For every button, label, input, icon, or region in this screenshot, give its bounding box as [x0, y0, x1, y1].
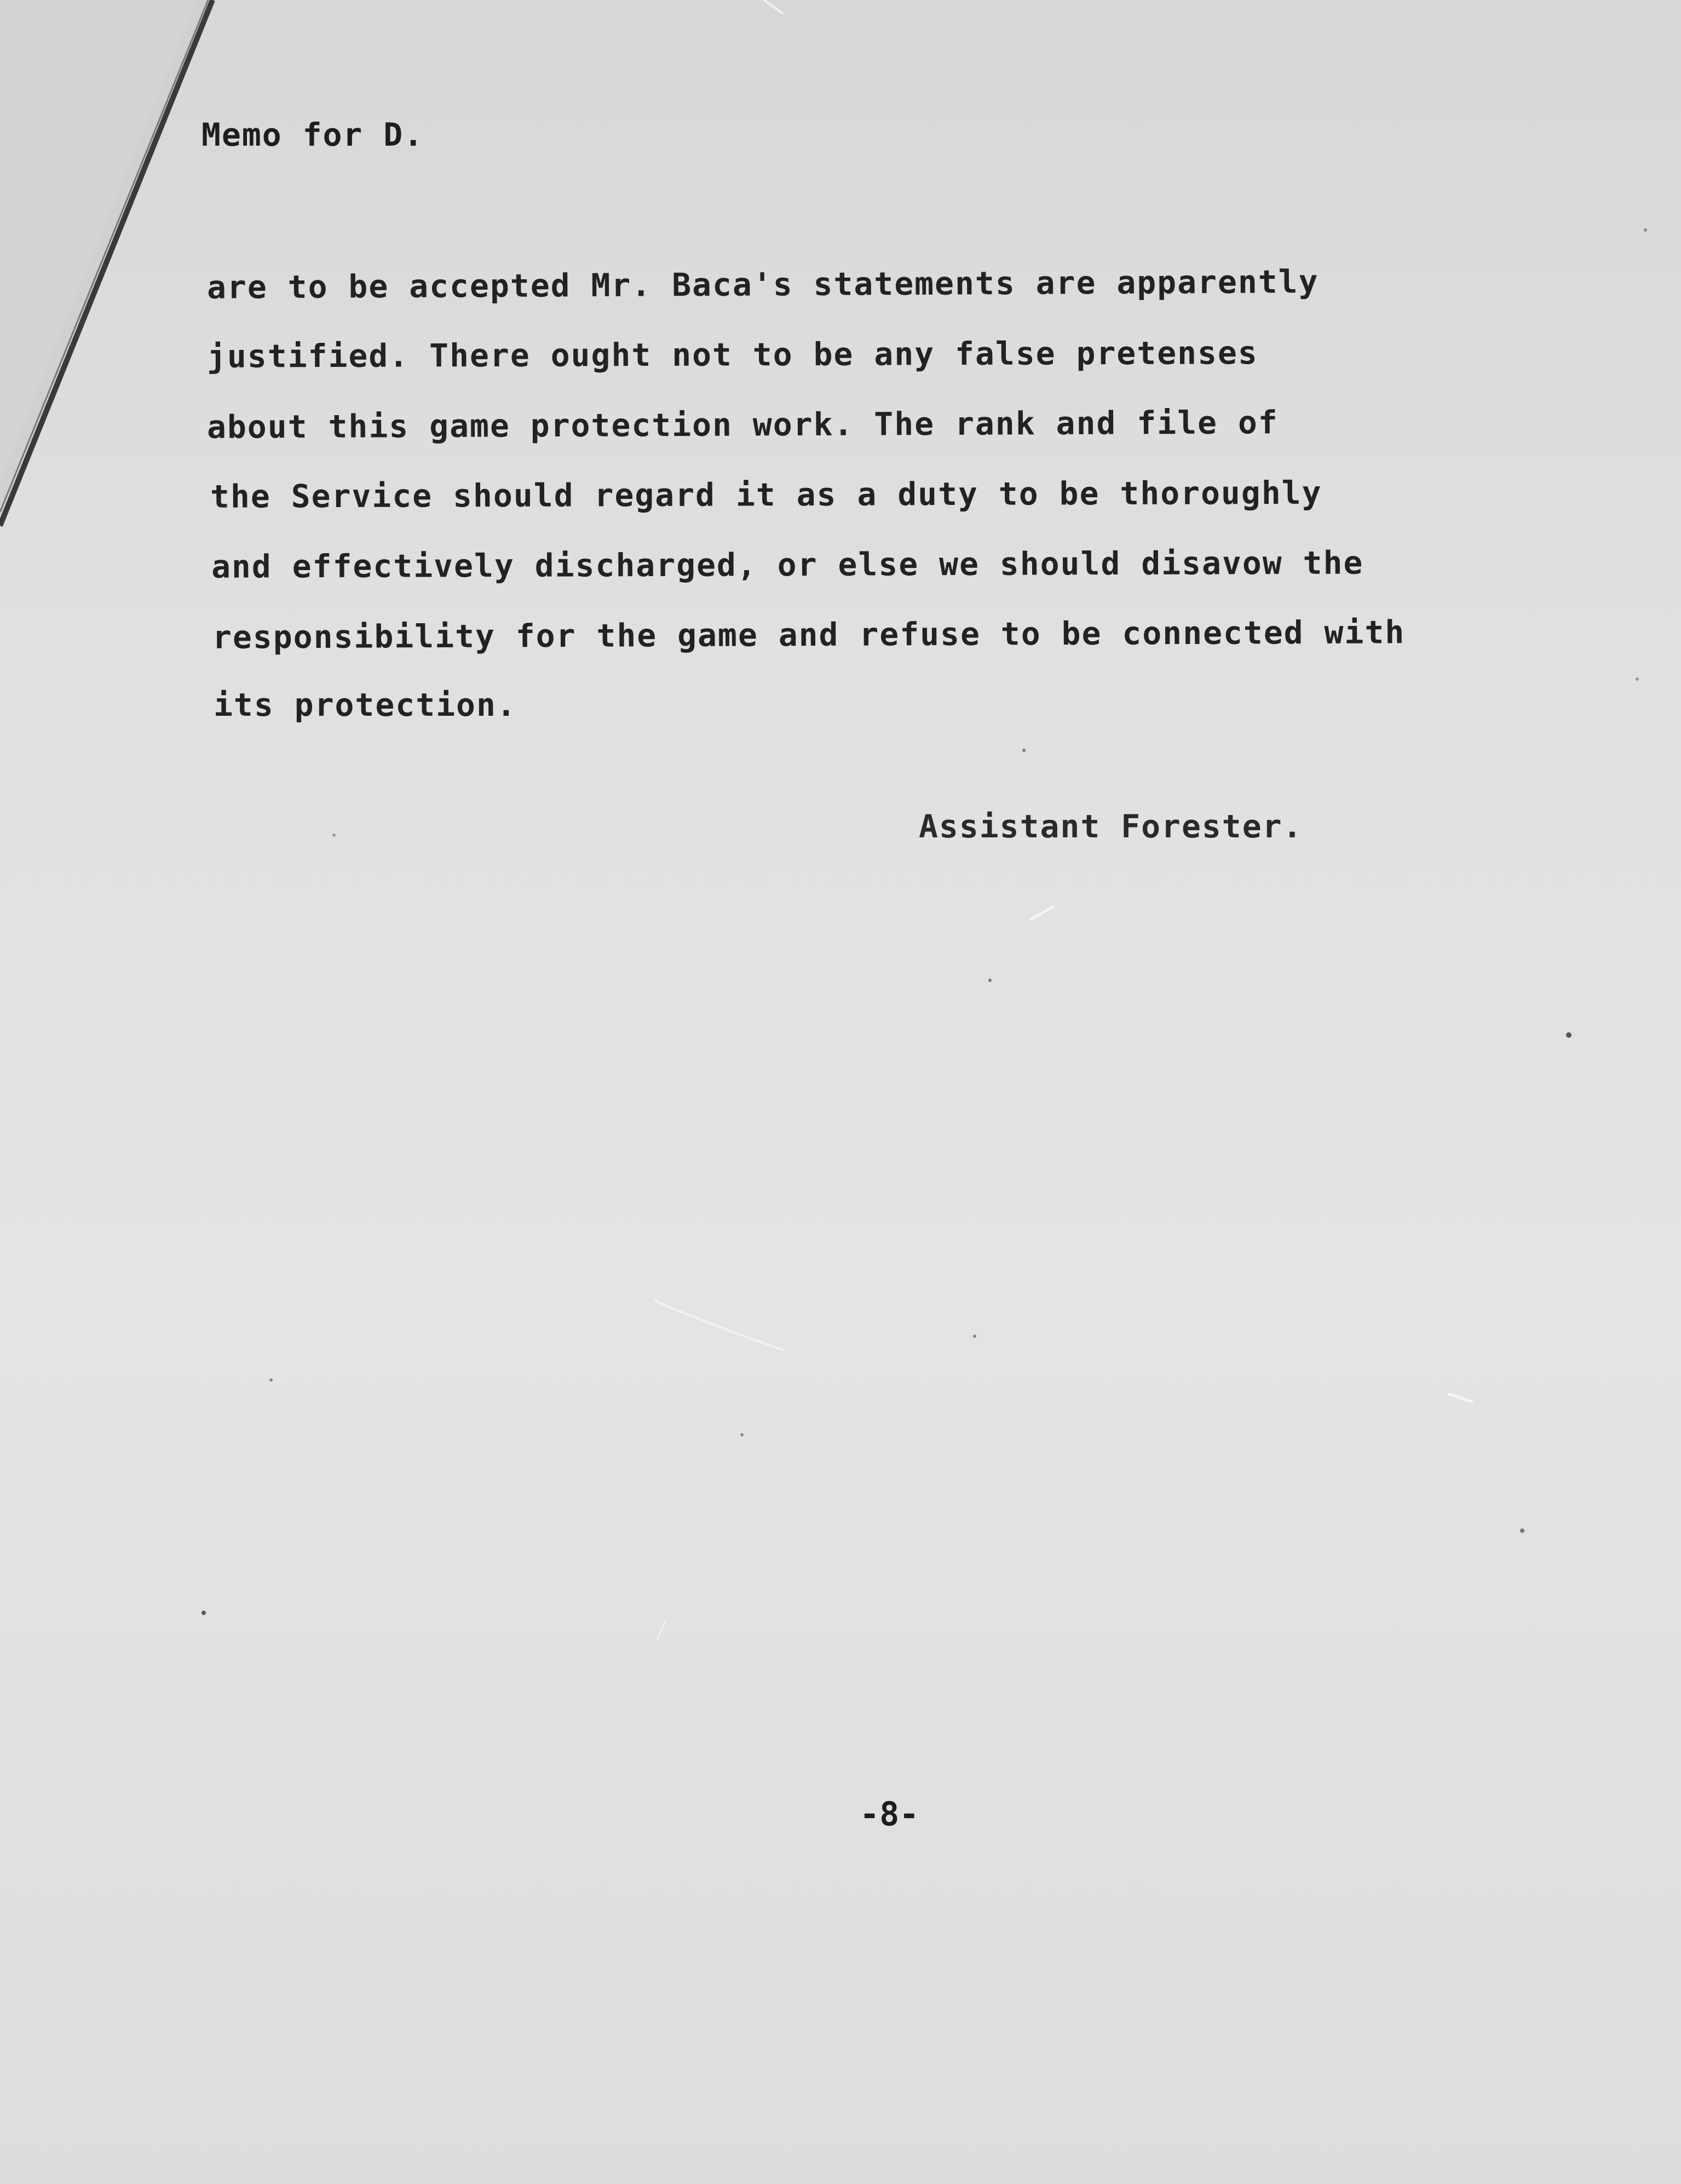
- body-line: justified. There ought not to be any false pretenses: [206, 334, 1258, 375]
- memo-heading: Memo for D.: [202, 116, 424, 153]
- memo-body: [207, 249, 1405, 740]
- body-line: the Service should regard it as a duty to be thoroughly: [210, 474, 1322, 515]
- signature-line: Assistant Forester.: [919, 808, 1303, 845]
- page-number: -8-: [860, 1795, 919, 1834]
- body-line: responsibility for the game and refuse to be connected with: [212, 613, 1406, 656]
- body-line: about this game protection work. The rank and file of: [206, 404, 1279, 446]
- body-line: and effectively discharged, or else we should disavow the: [211, 544, 1364, 585]
- body-line: are to be accepted Mr. Baca's statements are apparently: [206, 263, 1319, 306]
- body-line: its protection.: [214, 686, 517, 723]
